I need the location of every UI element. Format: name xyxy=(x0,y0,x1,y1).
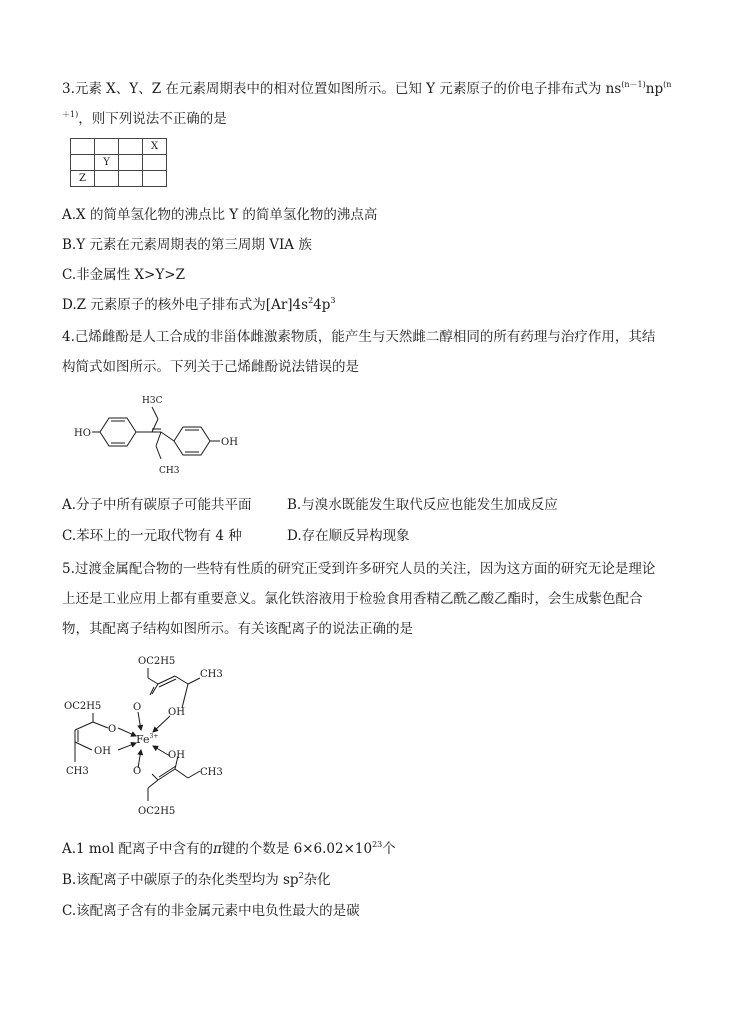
ch3-left-label: CH3 xyxy=(66,766,89,777)
h3c-label: H3C xyxy=(142,396,163,406)
ch3-label: CH3 xyxy=(159,466,180,476)
q5-stem-line1: 5.过渡金属配合物的一些特有性质的研究正受到许多研究人员的关注，因为这方面的研究无论是理论 xyxy=(62,561,656,577)
q5-stem-line2: 上还是工业应用上都有重要意义。氯化铁溶液用于检验食用香精乙酰乙酸乙酯时，会生成紫色配合 xyxy=(62,591,643,607)
oh-label: OH xyxy=(221,437,238,448)
q4-option-a: A.分子中所有碳原子可能共平面 xyxy=(62,497,252,513)
oc2h5-top-label: OC2H5 xyxy=(138,656,176,667)
o-bottom-label: O xyxy=(133,766,142,777)
oc2h5-bottom-label: OC2H5 xyxy=(138,806,176,817)
periodic-table-fragment xyxy=(70,138,167,187)
diethylstilbestrol-structure xyxy=(60,382,260,484)
q3-stem-line1: 3.元素 X、Y、Z 在元素周期表中的相对位置如图所示。已知 Y 元素原子的价电子排布式为 $ns^{(n-1)}np^{(n}$ xyxy=(62,80,672,97)
q4-option-d: D.存在顺反异构现象 xyxy=(287,528,410,544)
q4-option-c: C.苯环上的一元取代物有 4 种 xyxy=(62,528,242,544)
o-top-label: O xyxy=(133,702,142,713)
q3-option-c: C.非金属性 X>Y>Z xyxy=(62,267,185,283)
oh-top-label: OH xyxy=(168,707,185,718)
o-left-label: O xyxy=(108,724,117,735)
q4-stem-line1: 4.己烯雌酚是人工合成的非甾体雌激素物质，能产生与天然雌二醇相同的所有药理与治疗作用，其结 xyxy=(62,329,656,345)
oc2h5-left-label: OC2H5 xyxy=(64,701,102,712)
q3-option-a: A.X 的简单氢化物的沸点比 Y 的简单氢化物的沸点高 xyxy=(62,207,378,223)
q5-stem-line3: 物，其配离子结构如图所示。有关该配离子的说法正确的是 xyxy=(62,621,413,637)
oh-bottom-label: OH xyxy=(168,750,185,761)
q4-option-b: B.与溴水既能发生取代反应也能发生加成反应 xyxy=(287,497,558,513)
q3-option-d: D.Z 元素原子的核外电子排布式为$[Ar]4s^24p^3$ xyxy=(62,296,336,313)
q3-option-b: B.Y 元素在元素周期表的第三周期 VIA 族 xyxy=(62,237,312,253)
q4-stem-line2: 构简式如图所示。下列关于己烯雌酚说法错误的是 xyxy=(62,359,359,375)
ch3-bottom-label: CH3 xyxy=(200,767,223,778)
fe-label: $Fe^{3+}$ xyxy=(136,733,159,746)
oh-left-label: OH xyxy=(94,746,111,757)
q3-stem-line2: $^{+1)}$，则下列说法不正确的是 xyxy=(62,110,227,127)
ho-label: HO xyxy=(74,428,91,439)
cell-x: X xyxy=(143,139,167,155)
iron-complex-structure xyxy=(60,646,260,836)
cell-z: Z xyxy=(71,171,95,187)
ch3-top-label: CH3 xyxy=(200,669,223,680)
q5-option-b: B.该配离子中碳原子的杂化类型均为 $sp^2$杂化 xyxy=(62,871,331,888)
cell-y: Y xyxy=(95,155,119,171)
q5-option-a: A.1 mol 配离子中含有的π键的个数是 $6\times 6.02\times 10^{23}$个 xyxy=(62,840,396,857)
q5-option-c: C.该配离子含有的非金属元素中电负性最大的是碳 xyxy=(62,903,360,919)
